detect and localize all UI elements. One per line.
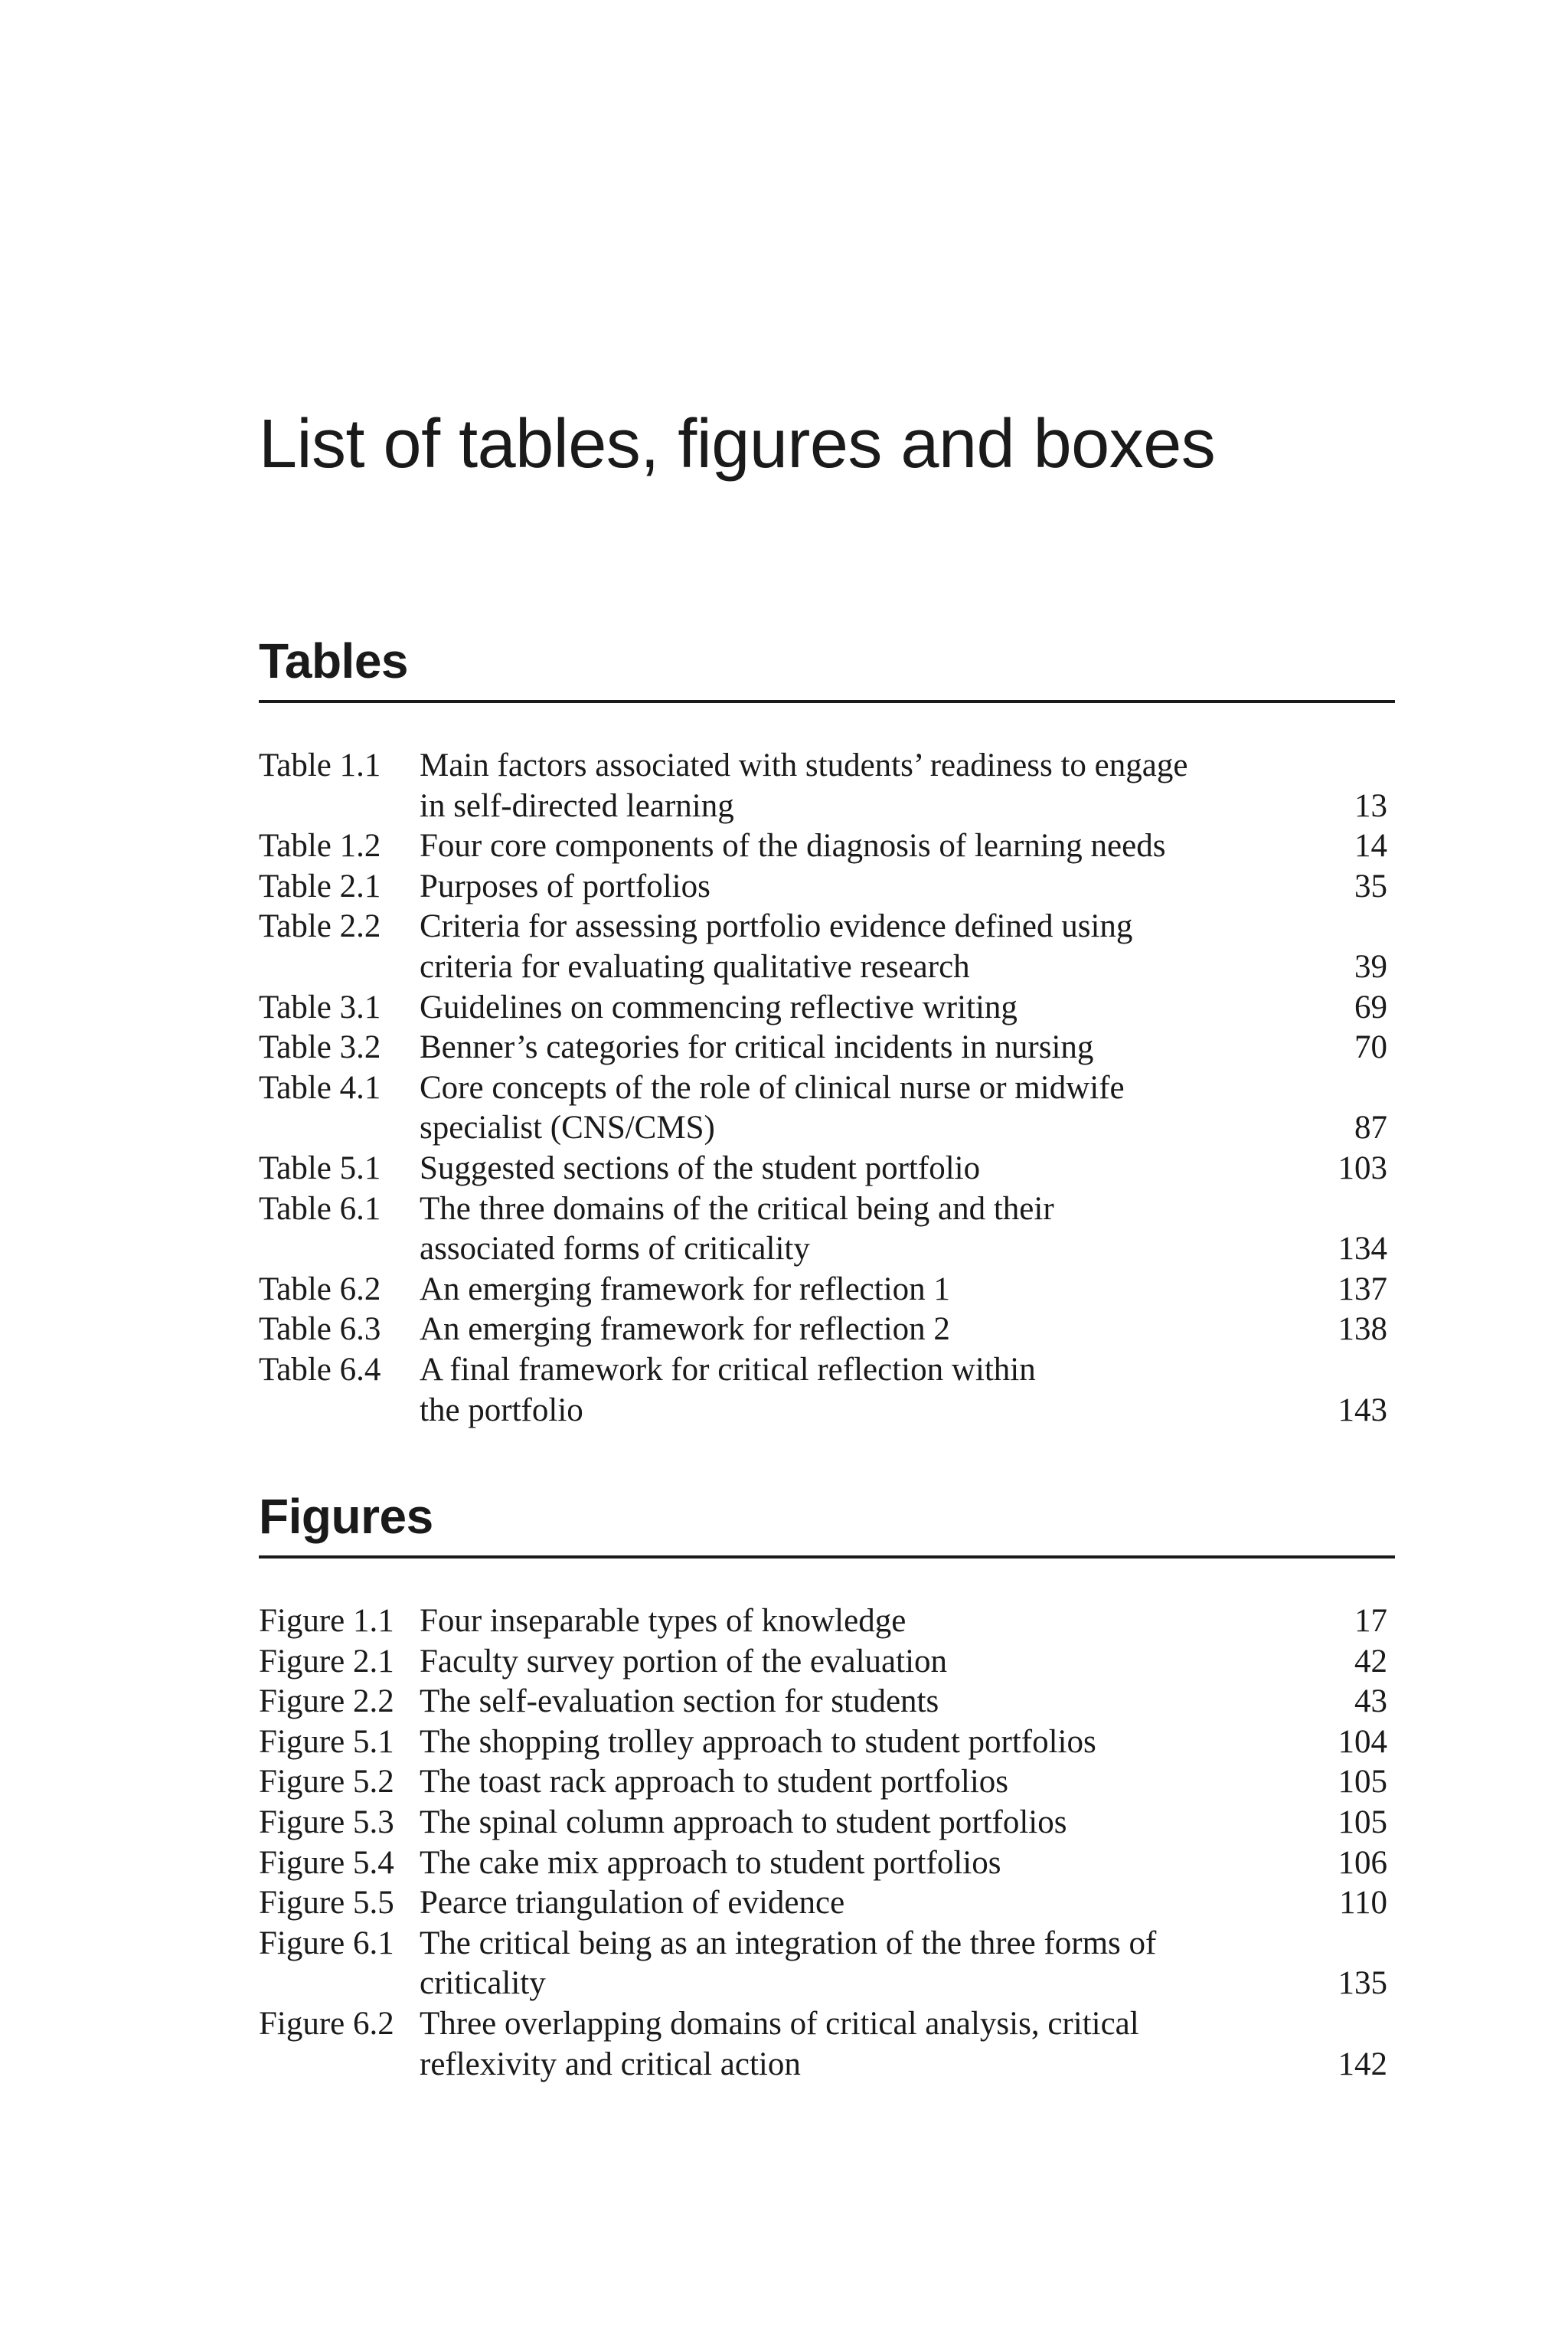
table-entry-title-line: Criteria for assessing portfolio evidence defined using <box>420 908 1133 945</box>
table-entry-title <box>420 1028 1303 1068</box>
figure-entry-title <box>420 1722 1303 1763</box>
table-entry-page-number: 13 <box>1354 787 1387 824</box>
figure-entry-title-line: Three overlapping domains of critical analysis, critical <box>420 2005 1139 2042</box>
figures-rule <box>259 1555 1395 1558</box>
figure-entry-label: Figure 2.1 <box>259 1643 394 1679</box>
figure-entry-title <box>420 1924 1303 2004</box>
table-entry <box>259 1149 1395 1189</box>
figure-entry-page-number: 42 <box>1354 1643 1387 1679</box>
table-entry-page-number: 69 <box>1354 989 1387 1025</box>
tables-section <box>259 626 1395 1431</box>
table-entry-page-number: 134 <box>1338 1231 1387 1267</box>
figure-entry-label: Figure 1.1 <box>259 1603 394 1639</box>
table-entry-title-line: Core concepts of the role of clinical nurse or midwife <box>420 1069 1125 1106</box>
figure-entry-page-number: 110 <box>1339 1885 1387 1922</box>
tables-list <box>259 746 1395 1431</box>
figure-entry <box>259 1642 1395 1683</box>
table-entry-title-line: A final framework for critical reflection within <box>420 1351 1036 1388</box>
figure-entry-page-number: 43 <box>1354 1683 1387 1720</box>
table-entry-label: Table 2.2 <box>259 908 381 945</box>
figure-entry <box>259 1722 1395 1763</box>
table-entry-title-line: An emerging framework for reflection 2 <box>420 1311 950 1348</box>
table-entry <box>259 826 1395 867</box>
table-entry <box>259 1270 1395 1310</box>
table-entry-page-number: 143 <box>1338 1392 1387 1428</box>
figure-entry-title-line: The self-evaluation section for students <box>420 1683 939 1720</box>
figure-entry-title-line: Four inseparable types of knowledge <box>420 1603 906 1639</box>
figure-entry-page-number: 142 <box>1338 2046 1387 2082</box>
table-entry-label: Table 2.1 <box>259 868 381 904</box>
figure-entry-label: Figure 2.2 <box>259 1683 394 1720</box>
table-entry-title <box>420 1068 1303 1149</box>
figure-entry-title <box>420 1682 1303 1722</box>
figure-entry-title-line: Pearce triangulation of evidence <box>420 1885 845 1922</box>
table-entry-label: Table 5.1 <box>259 1150 381 1186</box>
tables-heading: Tables <box>259 633 408 688</box>
figure-entry-title-line: The critical being as an integration of the three forms of <box>420 1925 1157 1961</box>
figures-list <box>259 1601 1395 2085</box>
figure-entry-title <box>420 1803 1303 1843</box>
figure-entry-label: Figure 5.5 <box>259 1885 394 1922</box>
table-entry-title-line: criteria for evaluating qualitative research <box>420 948 970 985</box>
table-entry <box>259 1189 1395 1270</box>
table-entry-label: Table 1.1 <box>259 747 381 783</box>
table-entry-title-line: The three domains of the critical being and their <box>420 1190 1054 1227</box>
table-entry-title-line: Benner’s categories for critical incidents in nursing <box>420 1029 1094 1066</box>
figures-section <box>259 1482 1395 2085</box>
figure-entry <box>259 1803 1395 1843</box>
figure-entry-page-number: 106 <box>1338 1844 1387 1881</box>
table-entry-label: Table 3.1 <box>259 989 381 1025</box>
figure-entry-title <box>420 1762 1303 1803</box>
figures-heading: Figures <box>259 1489 433 1544</box>
tables-rule <box>259 700 1395 703</box>
table-entry-title-line: specialist (CNS/CMS) <box>420 1110 715 1146</box>
table-entry <box>259 907 1395 987</box>
figure-entry-label: Figure 5.3 <box>259 1804 394 1840</box>
table-entry <box>259 988 1395 1029</box>
figure-entry <box>259 1843 1395 1884</box>
figure-entry-page-number: 104 <box>1338 1723 1387 1760</box>
table-entry <box>259 867 1395 908</box>
figure-entry-label: Figure 5.2 <box>259 1764 394 1801</box>
table-entry-label: Table 6.4 <box>259 1351 381 1388</box>
figure-entry-title-line: The toast rack approach to student portfolios <box>420 1764 1009 1801</box>
table-entry-title <box>420 867 1303 908</box>
table-entry-label: Table 6.2 <box>259 1271 381 1307</box>
figure-entry-page-number: 135 <box>1338 1965 1387 2002</box>
figure-entry-title <box>420 1843 1303 1884</box>
figure-entry-title-line: Faculty survey portion of the evaluation <box>420 1643 948 1679</box>
figure-entry-title-line: The cake mix approach to student portfolios <box>420 1844 1001 1881</box>
figure-entry-page-number: 17 <box>1354 1603 1387 1639</box>
table-entry-title-line: Four core components of the diagnosis of learning needs <box>420 828 1166 865</box>
table-entry-title <box>420 907 1303 987</box>
figure-entry-label: Figure 5.4 <box>259 1844 394 1881</box>
table-entry-label: Table 3.2 <box>259 1029 381 1066</box>
table-entry-title-line: the portfolio <box>420 1392 583 1428</box>
table-entry-page-number: 35 <box>1354 868 1387 904</box>
table-entry-title-line: Purposes of portfolios <box>420 868 710 904</box>
figure-entry-title <box>420 1601 1303 1642</box>
figure-entry-title <box>420 1883 1303 1924</box>
table-entry <box>259 746 1395 826</box>
table-entry-title <box>420 746 1303 826</box>
figure-entry-page-number: 105 <box>1338 1764 1387 1801</box>
table-entry <box>259 1068 1395 1149</box>
figure-entry-label: Figure 6.1 <box>259 1925 394 1961</box>
figure-entry <box>259 2004 1395 2085</box>
table-entry-page-number: 39 <box>1354 948 1387 985</box>
table-entry-page-number: 70 <box>1354 1029 1387 1066</box>
figure-entry-title-line: criticality <box>420 1965 546 2002</box>
figure-entry-title <box>420 1642 1303 1683</box>
figure-entry-label: Figure 6.2 <box>259 2005 394 2042</box>
table-entry-page-number: 103 <box>1338 1150 1387 1186</box>
table-entry-page-number: 87 <box>1354 1110 1387 1146</box>
table-entry <box>259 1310 1395 1350</box>
table-entry-title <box>420 826 1303 867</box>
table-entry-title <box>420 1149 1303 1189</box>
table-entry-title <box>420 1310 1303 1350</box>
figure-entry-title-line: The spinal column approach to student portfolios <box>420 1804 1067 1840</box>
table-entry-title-line: associated forms of criticality <box>420 1231 810 1267</box>
table-entry-title-line: in self-directed learning <box>420 787 734 824</box>
table-entry-title-line: Suggested sections of the student portfolio <box>420 1150 981 1186</box>
table-entry-page-number: 137 <box>1338 1271 1387 1307</box>
figure-entry <box>259 1762 1395 1803</box>
page-title: List of tables, figures and boxes <box>259 406 1216 482</box>
table-entry-title-line: Guidelines on commencing reflective writing <box>420 989 1018 1025</box>
table-entry-label: Table 6.1 <box>259 1190 381 1227</box>
table-entry-title <box>420 988 1303 1029</box>
table-entry-page-number: 138 <box>1338 1311 1387 1348</box>
figure-entry <box>259 1883 1395 1924</box>
table-entry-title <box>420 1189 1303 1270</box>
table-entry-title <box>420 1350 1303 1431</box>
table-entry-label: Table 6.3 <box>259 1311 381 1348</box>
figure-entry-title-line: reflexivity and critical action <box>420 2046 801 2082</box>
table-entry-title <box>420 1270 1303 1310</box>
table-entry-label: Table 1.2 <box>259 828 381 865</box>
table-entry-title-line: An emerging framework for reflection 1 <box>420 1271 950 1307</box>
table-entry <box>259 1028 1395 1068</box>
figure-entry <box>259 1601 1395 1642</box>
figure-entry-label: Figure 5.1 <box>259 1723 394 1760</box>
table-entry <box>259 1350 1395 1431</box>
figure-entry <box>259 1682 1395 1722</box>
table-entry-label: Table 4.1 <box>259 1069 381 1106</box>
figure-entry-title-line: The shopping trolley approach to student portfolios <box>420 1723 1096 1760</box>
figure-entry-title <box>420 2004 1303 2085</box>
table-entry-page-number: 14 <box>1354 828 1387 865</box>
figure-entry-page-number: 105 <box>1338 1804 1387 1840</box>
table-entry-title-line: Main factors associated with students’ readiness to engage <box>420 747 1188 783</box>
figure-entry <box>259 1924 1395 2004</box>
